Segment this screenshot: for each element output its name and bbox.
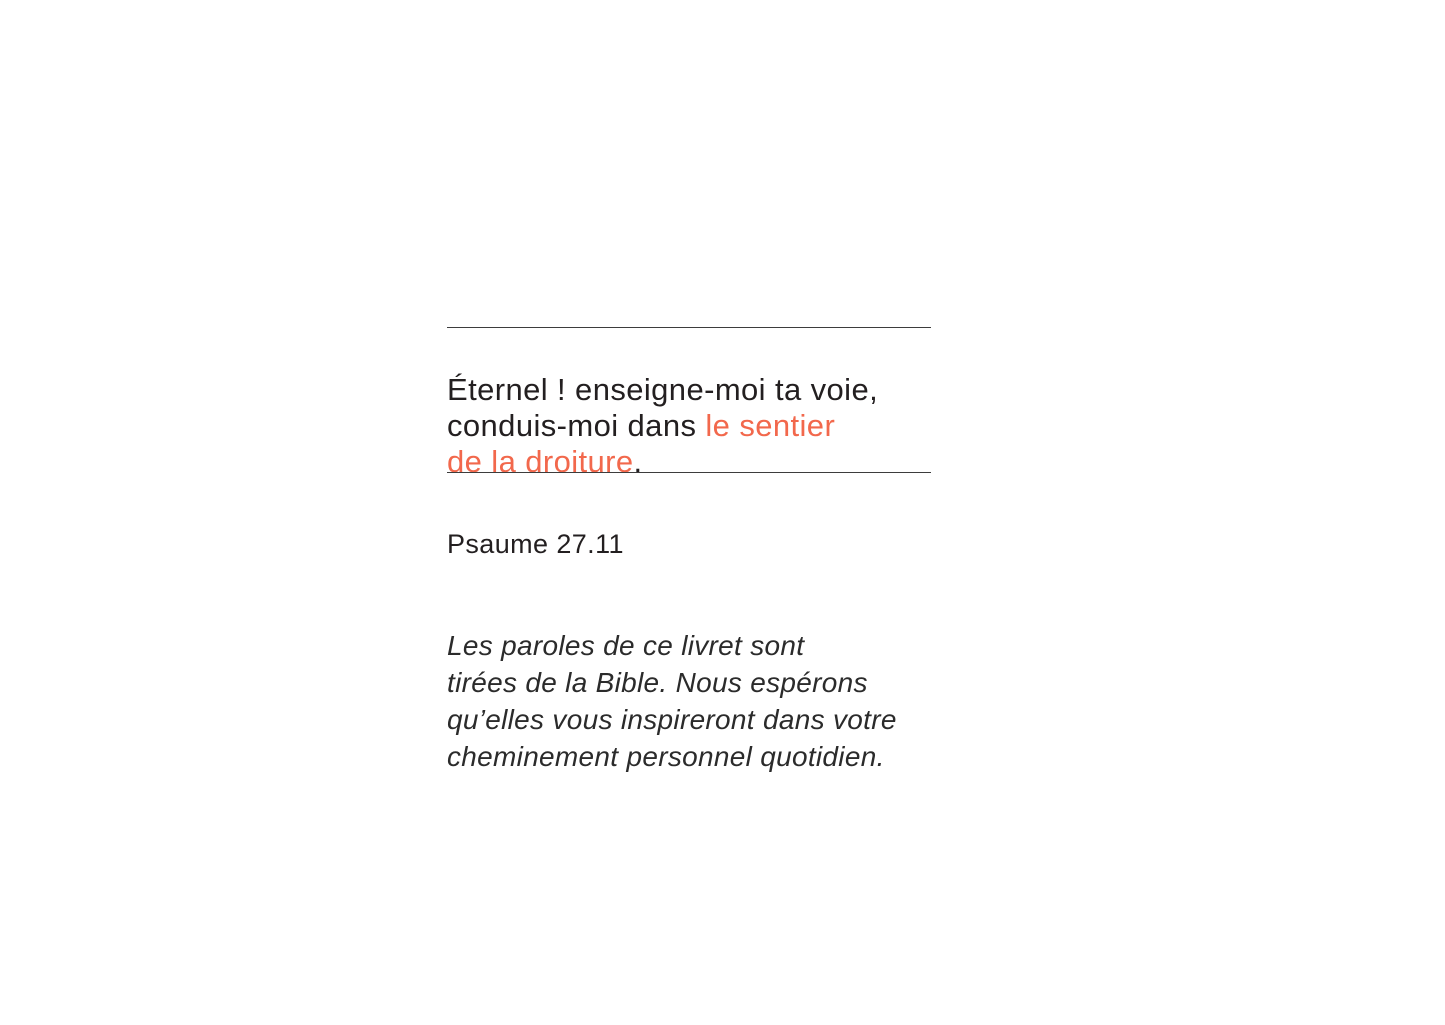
verse-line-2-accent: le sentier [705,408,836,443]
scripture-reference: Psaume 27.11 [447,529,624,559]
verse-line-1: Éternel ! enseigne-moi ta voie, [447,372,879,407]
note-line-3: qu’elles vous inspireront dans votre [447,704,897,735]
verse-line-2-black: conduis-moi dans [447,408,706,443]
top-rule [447,327,931,328]
bottom-rule [447,472,931,473]
note-line-4: cheminement personnel quotidien. [447,741,885,772]
note-line-1: Les paroles de ce livret sont [447,630,805,661]
verse-line-3-accent: de la droiture [447,444,634,479]
note-text [447,627,967,775]
verse-line-3-period: . [633,444,643,479]
note-line-2: tirées de la Bible. Nous espérons [447,667,868,698]
verse-text [447,372,947,480]
